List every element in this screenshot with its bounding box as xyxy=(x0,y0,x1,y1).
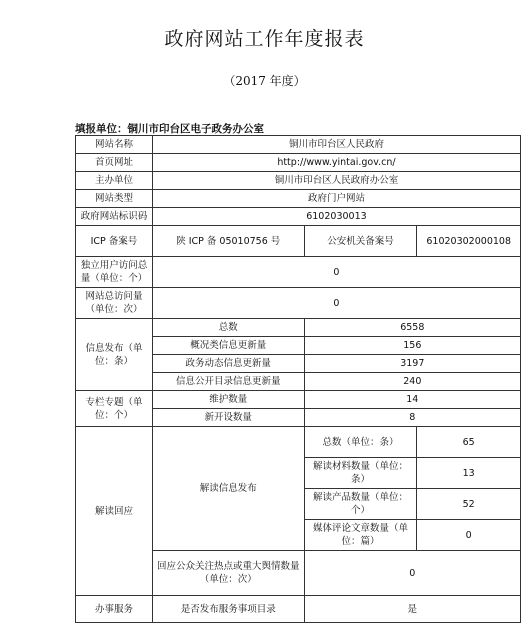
site-code-label: 政府网站标识码 xyxy=(76,208,153,226)
homepage-label: 首页网址 xyxy=(76,154,153,172)
info-item-value: 156 xyxy=(304,337,520,355)
topics-item-label: 维护数量 xyxy=(152,391,304,409)
interpretation-item-value: 65 xyxy=(417,427,521,458)
interpretation-item-label: 解读产品数量（单位：个） xyxy=(304,489,417,520)
interpretation-item-label: 解读材料数量（单位：条） xyxy=(304,458,417,489)
site-name-value: 铜川市印台区人民政府 xyxy=(152,136,520,154)
response-label: 解读回应 xyxy=(76,427,153,596)
table-row xyxy=(76,172,521,190)
info-item-value: 3197 xyxy=(304,355,520,373)
interpretation-label: 解读信息发布 xyxy=(152,427,304,551)
info-item-value: 6558 xyxy=(304,319,520,337)
info-item-label: 政务动态信息更新量 xyxy=(152,355,304,373)
homepage-value: http://www.yintai.gov.cn/ xyxy=(152,154,520,172)
topics-item-value: 8 xyxy=(304,409,520,427)
table-row xyxy=(76,226,521,257)
report-year: （2017 年度） xyxy=(223,74,306,88)
hotspot-response-value: 0 xyxy=(304,551,520,596)
icp-value: 陕 ICP 备 05010756 号 xyxy=(152,226,304,257)
hotspot-response-label: 回应公众关注热点或重大舆情数量（单位：次） xyxy=(152,551,304,596)
site-name-label: 网站名称 xyxy=(76,136,153,154)
table-row xyxy=(76,190,521,208)
service-label: 办事服务 xyxy=(76,596,153,623)
table-row xyxy=(76,427,521,458)
page-views-label: 网站总访问量（单位：次） xyxy=(76,288,153,319)
table-row xyxy=(76,319,521,337)
interpretation-item-label: 媒体评论文章数量（单位：篇） xyxy=(304,520,417,551)
site-type-label: 网站类型 xyxy=(76,190,153,208)
site-code-value: 6102030013 xyxy=(152,208,520,226)
table-row xyxy=(76,288,521,319)
interpretation-item-value: 0 xyxy=(417,520,521,551)
service-catalog-value: 是 xyxy=(304,596,520,623)
unique-visitors-label: 独立用户访问总量（单位：个） xyxy=(76,257,153,288)
unique-visitors-value: 0 xyxy=(152,257,520,288)
info-release-label: 信息发布（单位：条） xyxy=(76,319,153,391)
report-table xyxy=(75,135,521,623)
interpretation-item-value: 52 xyxy=(417,489,521,520)
interpretation-item-label: 总数（单位：条） xyxy=(304,427,417,458)
table-row xyxy=(76,596,521,623)
topics-item-value: 14 xyxy=(304,391,520,409)
table-row xyxy=(76,208,521,226)
table-row xyxy=(76,136,521,154)
table-row xyxy=(76,154,521,172)
page-views-value: 0 xyxy=(152,288,520,319)
filler-unit: 填报单位：铜川市印台区电子政务办公室 xyxy=(75,123,264,135)
info-item-value: 240 xyxy=(304,373,520,391)
table-row xyxy=(76,391,521,409)
report-title: 政府网站工作年度报表 xyxy=(164,28,365,50)
police-record-label: 公安机关备案号 xyxy=(304,226,417,257)
sponsor-value: 铜川市印台区人民政府办公室 xyxy=(152,172,520,190)
service-catalog-label: 是否发布服务事项目录 xyxy=(152,596,304,623)
table-row xyxy=(76,257,521,288)
topics-label: 专栏专题（单位：个） xyxy=(76,391,153,427)
topics-item-label: 新开设数量 xyxy=(152,409,304,427)
site-type-value: 政府门户网站 xyxy=(152,190,520,208)
info-item-label: 概况类信息更新量 xyxy=(152,337,304,355)
police-record-value: 61020302000108 xyxy=(417,226,521,257)
sponsor-label: 主办单位 xyxy=(76,172,153,190)
info-item-label: 信息公开目录信息更新量 xyxy=(152,373,304,391)
info-item-label: 总数 xyxy=(152,319,304,337)
icp-label: ICP 备案号 xyxy=(76,226,153,257)
interpretation-item-value: 13 xyxy=(417,458,521,489)
